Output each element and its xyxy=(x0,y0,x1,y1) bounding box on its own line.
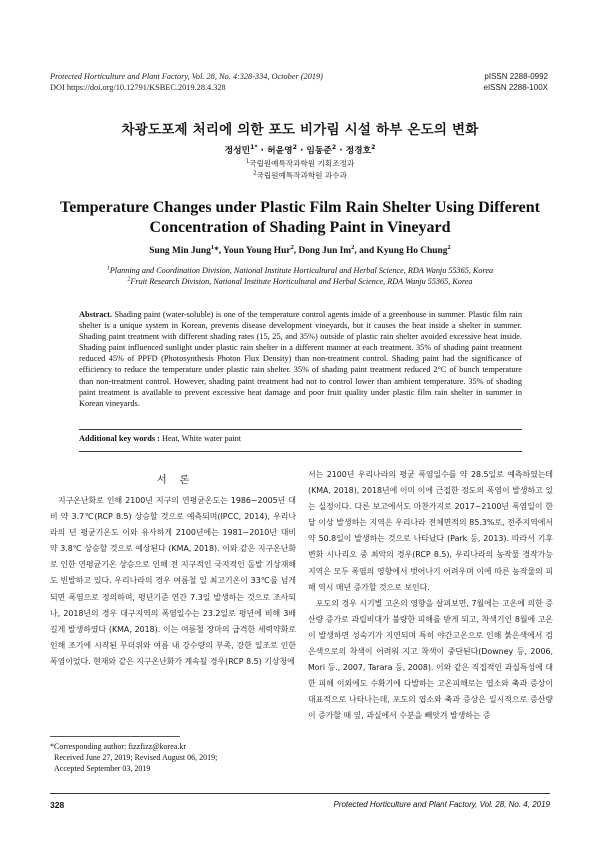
korean-affiliation: $^1$국립원예특작과학원 기획조정과 xyxy=(245,158,355,168)
abstract-text: Shading paint (water-soluble) is one of the temperature control agents inside of a greenhouse in summer. Plastic film rain shelter is a unique system in Korean, prevents disease development vineyards, but it causes the heat inside a shelter in summer. Shading paint treatment with different shading rates (15, 25, and 35%) outside of plastic rain shelter avoided excessive heat inside. Shading paint influenced sunlight under plastic rain shelter in a different manner at each treatment. 35% of shading paint treatment reduced 45% of PPFD (Photosynthesis Photon Flux Density) than non-treatment control. Shading paint had the significance of efficiency to reduce the temperature under plastic rain shelter. 35% of shading paint treatment reduced 2°C of bunch temperature than non-treatment control. However, shading paint treatment had not to control lower than ambient temperature. 35% of shading paint treatment is available to prevent excessive heat damage and poor fruit quality under plastic film rain shelter in summer in Korean vineyards. xyxy=(79,310,522,408)
body-right-column xyxy=(308,467,553,725)
body-paragraph: 서는 2100년 우리나라의 평균 폭염일수를 약 28.5일로 예측하였는데(KMA, 2018), 2018년에 이미 이에 근접한 정도의 폭염이 발생하고 있는 실정이다. 다른 보고에서도 마찬가지로 2017~2100년 폭염일이 한달 이상 발생하는 지역은 우리나라 전체면적의 85.3%로, 전주지역에서 약 50.8일이 발생하는 것으로 나타났다 (Park 등, 2013). 따라서 기후변화 시나리오 중 최악의 경우(RCP 8.5), 우리나라의 농작물 경작가능지역은 모두 폭염의 영향에서 벗어나기 어려우며 이에 따른 농작물의 피해 역시 매년 증가할 것으로 보인다. xyxy=(308,470,553,592)
english-affiliation: $^2$Fruit Research Division, National Institute Horticultural and Herbal Science, RDA Wanju 55365, Korea xyxy=(127,276,473,286)
korean-author: 허윤영$^2$ xyxy=(267,144,297,156)
journal-header xyxy=(50,71,410,93)
footnote-divider xyxy=(50,736,180,737)
korean-author: 정성민$^{1*}$ xyxy=(224,144,258,156)
issn-block xyxy=(408,71,548,93)
pissn: pISSN 2288-0992 xyxy=(484,72,548,81)
english-affiliations xyxy=(40,265,560,287)
korean-author: 정경호$^2$ xyxy=(345,144,376,156)
keywords xyxy=(79,434,522,443)
divider xyxy=(79,451,522,452)
korean-affiliations xyxy=(40,158,560,182)
keywords-text: Heat, White water paint xyxy=(159,434,242,443)
doi-link[interactable]: DOI https://doi.org/10.12791/KSBEC.2019.28.4.328 xyxy=(50,83,226,92)
journal-citation: Protected Horticulture and Plant Factory, Vol. 28, No. 4:328-334, October (2019) xyxy=(50,72,323,81)
english-author: Dong Jun Im$^2$, and xyxy=(298,243,377,256)
abstract xyxy=(79,309,522,409)
abstract-label: Abstract. xyxy=(79,310,112,319)
korean-author: 임동준$^2$ xyxy=(306,144,337,156)
received-date: Received June 27, 2019; Revised August 06, 2019; xyxy=(54,753,218,762)
corresponding-author: *Corresponding author: fizzfizz@korea.kr xyxy=(50,742,186,751)
english-author: Sung Min Jung$^1$*, xyxy=(149,243,224,256)
accepted-date: Accepted September 03, 2019 xyxy=(54,764,151,773)
footer-journal-ref: Protected Horticulture and Plant Factory, Vol. 28, No. 4, 2019 xyxy=(333,800,550,809)
keywords-label: Additional key words : xyxy=(79,434,160,443)
footer-divider xyxy=(50,793,550,794)
eissn: eISSN 2288-100X xyxy=(483,83,548,92)
body-left-column xyxy=(50,493,296,670)
korean-authors: 정성민$^{1*}$ · 허윤영$^2$ · 임동준$^2$ · 정경호$^2$ xyxy=(224,144,376,156)
body-paragraph: 지구온난화로 인해 2100년 지구의 연평균온도는 1986~2005년 대비 약 3.7℃(RCP 8.5) 상승할 것으로 예측되며(IPCC, 2014), 우리나라의 년 평균기온도 이와 유사하게 2100년에는 1981~2010년 대비 약 3.8℃ 상승할 것으로 예상된다 (KMA, 2018). 이와 같은 지구온난화로 인한 연평균기온 상승으로 인해 전 지구적인 국지적인 돌발 기상재해도 빈발하고 있다. 우리나라의 경우 여름철 일 최고기온이 33℃를 넘게 되면 폭염으로 정의하며, 평년기준 연간 7.3일 발생하는 것으로 조사되나, 2018년의 경우 대구지역의 폭염일수는 23.2일로 평년에 비해 3배 길게 발생하였다 (KMA, 2018). 이는 여름철 장마의 급격한 세력약화로 인해 조기에 시작된 무더위와 여름 내 강수량의 부족, 강한 일조로 인한 폭염이었다. 현재와 같은 지구온난화가 계속될 경우(RCP 8.5) 기상청에 xyxy=(50,496,296,666)
divider xyxy=(79,429,522,430)
section-heading: 서 론 xyxy=(156,475,190,486)
page-number: 328 xyxy=(50,800,65,810)
korean-title: 차광도포제 처리에 의한 포도 비가림 시설 하부 온도의 변화 xyxy=(121,122,479,138)
english-author: Youn Young Hur$^2$, xyxy=(223,243,299,256)
korean-affiliation: $^2$국립원예특작과학원 과수과 xyxy=(253,170,347,180)
english-affiliation: $^1$Planning and Coordination Division, National Institute Horticultural and Herbal Science, RDA Wanju 55365, Korea xyxy=(106,265,494,275)
english-author: Kyung Ho Chung$^2$ xyxy=(376,243,451,256)
english-authors xyxy=(40,243,560,256)
footnote xyxy=(50,741,296,774)
body-paragraph: 포도의 경우 시기별 고온의 영향을 살펴보면, 7월에는 고온에 의한 증산량 증가로 과립비대가 불량한 피해를 받게 되고, 착색기인 8월에 고온이 발생하면 성숙기가 지연되며 특히 야간고온으로 인해 붉은색에서 검은색으로의 착색이 어려워 지고 착색이 중단된다(Downey 등, 2006, Mori 등., 2007, Tarara 등, 2008). 이와 같은 직접적인 과실특성에 대한 피해 이외에도 수확기에 다발하는 고온피해로는 엽소와 축과 증상이 대표적으로 나타나는데, 포도의 엽소와 축과 증상은 일시적으로 증산량이 증가할 때 잎, 과실에서 수분을 빼앗겨 발생하는 증 xyxy=(308,598,553,721)
english-title: Temperature Changes under Plastic Film Rain Shelter Using Different Concentration of Shading Paint in Vineyard xyxy=(60,199,540,236)
